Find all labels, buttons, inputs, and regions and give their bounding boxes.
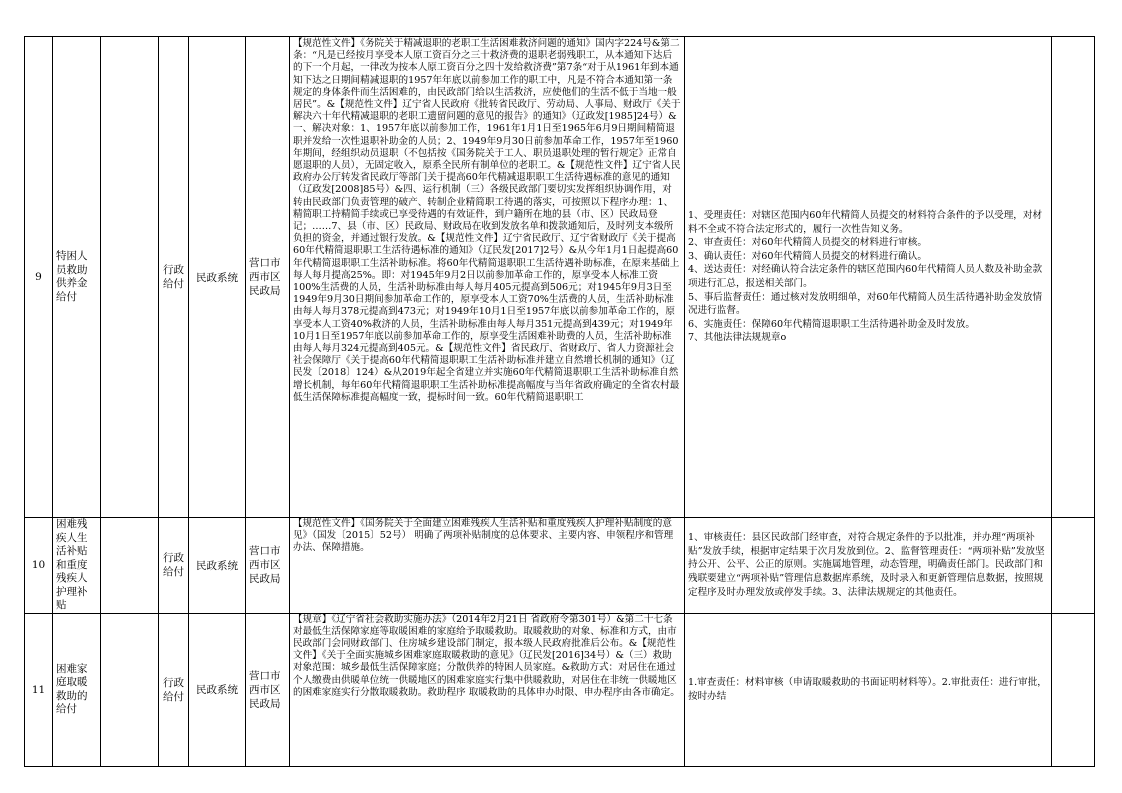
- item-type: 行政给付: [159, 518, 189, 614]
- empty-cell: [101, 37, 159, 518]
- item-type: 行政给付: [159, 37, 189, 518]
- table-row: [25, 37, 1095, 518]
- responsibility-line: 2、审查责任：对60年代精简人员提交的材料进行审核。: [688, 237, 927, 249]
- item-org: 营口市西市区民政局: [246, 518, 290, 614]
- item-system: 民政系统: [189, 37, 246, 518]
- legal-basis: 【规范性文件】《务院关于精减退职的老职工生活困难救济问题的通知》国内字224号&第二条：“凡是已经按月享受本人原工资百分之三十救济费的退职老弱残职工，从本通知下达后的下一个月起，一律改为按本人原工资百分之四十发给救济费”第7条“对于从1961年到本通知下达之日期间精减退职的1957年年底以前参加工作的职工中，凡是不符合本通知第一条规定的身体条件而生活困难的，由民政部门给以生活救济，应使他们的生活不低于当地一般居民”。&【规范性文件】辽宁省人民政府《批转省民政厅、劳动局、人事局、财政厅《关于解决六十年代精减退职的老职工遗留问题的意见的报告》的通知》（辽政发[1985]24号）&一、解决对象：1、1957年底以前参加工作，1961年1月1日至1965年6月9日期间精简退职并发给一次性退职补助金的人员；2、1949年9月30日前参加革命工作，1957年至1960年期间，经组织动员退职（不包括按《国务院关于工人、职员退职处理的暂行规定》正常自愿退职的人员），无固定收入，原系全民所有制单位的老职工。&【规范性文件】辽宁省人民政府办公厅转发省民政厅等部门关于提高60年代精减退职职工生活待遇标准的意见的通知（辽政发[2008]85号）&四、运行机制（三）各级民政部门要切实发挥组织协调作用，对转由民政部门负责管理的破产、转制企业精简职工待遇的落实，可按照以下程序办理：1、精简职工持精简手续或已享受待遇的有效证件，到户籍所在地的县（市、区）民政局登记；……7、县（市、区）民政局、财政局在收到发放名单和拨款通知后，及时列支本级所负担的资金，并通过银行发放。&【规范性文件】辽宁省民政厅、辽宁省财政厅《关于提高60年代精简退职职工生活待遇标准的通知》（辽民发[2017]2号）&从今年1月1日起提高60年代精简退职职工生活补助标准。将60年代精简退职职工生活待遇补助标准，在原来基础上每人每月提高25%。即：对1945年9月2日以前参加革命工作的，原享受本人标准工资100%生活费的人员，生活补助标准由每人每月405元提高到506元；对1945年9月3日至1949年9月30日期间参加革命工作的，原享受本人工资70%生活费的人员，生活补助标准由每人每月378元提高到473元；对1949年10月1日至1957年底以前参加革命工作的，原享受本人工资40%救济的人员，生活补助标准由每人每月351元提高到439元；对1949年10月1日至1957年底以前参加革命工作的，原享受生活困难补助费的人员，生活补助标准由每人每月324元提高到405元。&【规范性文件】省民政厅、省财政厅、省人力资源社会社会保障厅《关于提高60年代精简退职职工生活补助标准并建立自然增长机制的通知》（辽民发〔2018〕124）&从2019年起全省建立并实施60年代精简退职职工生活补助标准自然增长机制，每年60年代精简退职职工生活补助标准提高幅度与当年省政府确定的全省农村最低生活保障标准提高幅度一致，提标时间一致。60年代精简退职职工: [290, 37, 685, 518]
- responsibility-line: 1.审查责任：材料审核（申请取暖救助的书面证明材料等）。2.审批责任：进行审批，按时办结: [688, 676, 1047, 702]
- responsibility-line: 6、实施责任：保障60年代精简退职职工生活待遇补助金及时发放。: [688, 318, 975, 330]
- responsibility-line: 7、其他法律法规规章o: [688, 332, 787, 344]
- table-row: [25, 518, 1095, 614]
- responsibilities: [685, 37, 1052, 518]
- row-index: 10: [25, 518, 53, 614]
- responsibilities: [685, 518, 1052, 614]
- responsibility-line: 1、受理责任：对辖区范围内60年代精简人员提交的材料符合条件的予以受理，对材料不全或不符合法定形式的，履行一次性告知义务。: [688, 210, 1043, 235]
- row-index: 11: [25, 613, 53, 766]
- empty-cell: [1052, 613, 1095, 766]
- responsibility-line: 4、送达责任：对经确认符合法定条件的辖区范围内60年代精简人员人数及补助金款项进行汇总，报送相关部门。: [688, 264, 1043, 289]
- responsibilities: [685, 613, 1052, 766]
- item-org: 营口市西市区民政局: [246, 613, 290, 766]
- item-system: 民政系统: [189, 518, 246, 614]
- responsibility-line: 3、确认责任：对60年代精简人员提交的材料进行确认。: [688, 250, 927, 262]
- table-row: [25, 613, 1095, 766]
- policy-table: [24, 36, 1095, 767]
- empty-cell: [101, 518, 159, 614]
- item-name: 特困人员救助供养金给付: [53, 37, 101, 518]
- item-system: 民政系统: [189, 613, 246, 766]
- empty-cell: [1052, 518, 1095, 614]
- responsibility-line: 5、事后监督责任：通过核对发放明细单，对60年代精简人员生活待遇补助金发放情况进行监督。: [688, 291, 1043, 317]
- responsibility-line: 1、审核责任：县区民政部门经审查，对符合规定条件的予以批准，并办理“两项补贴”发放手续，根据审定结果于次月发放到位。2、监督管理责任：“两项补贴”发放坚持公开、公平、公正的原则。实施属地管理，动态管理，明确责任部门。民政部门和残联要建立“两项补贴”管理信息数据库系统，及时录入和更新管理信息数据，按照规定程序及时办理发放或停发手续。3、法律法规规定的其他责任。: [688, 532, 1045, 598]
- empty-cell: [101, 613, 159, 766]
- item-type: 行政给付: [159, 613, 189, 766]
- row-index: 9: [25, 37, 53, 518]
- item-name: 困难家庭取暖救助的给付: [53, 613, 101, 766]
- legal-basis: 【规章】《辽宁省社会救助实施办法》（2014年2月21日 省政府令第301号）&第二十七条 对最低生活保障家庭等取暖困难的家庭给予取暖救助。取暖救助的对象、标准和方式，由市民政部门会同财政部门、住房城乡建设部门制定，报本级人民政府批准后公布。&【规范性文件】《关于全面实施城乡困难家庭取暖救助的意见》（辽民发[2016]34号）&（三）救助对象范围：城乡最低生活保障家庭；分散供养的特困人员家庭。&救助方式：对居住在通过个人缴费由供暖单位统一供暖地区的困难家庭实行集中供暖救助，对居住在非统一供暖地区的困难家庭实行分散取暖救助。救助程序 取暖救助的具体申办时限、申办程序由各市确定。: [290, 613, 685, 766]
- item-org: 营口市西市区民政局: [246, 37, 290, 518]
- empty-cell: [1052, 37, 1095, 518]
- item-name: 困难残疾人生活补贴和重度残疾人护理补贴: [53, 518, 101, 614]
- legal-basis: 【规范性文件】《国务院关于全面建立困难残疾人生活补贴和重度残疾人护理补贴制度的意见》（国发〔2015〕52号） 明确了两项补贴制度的总体要求、主要内容、申领程序和管理办法、保障措施。: [290, 518, 685, 614]
